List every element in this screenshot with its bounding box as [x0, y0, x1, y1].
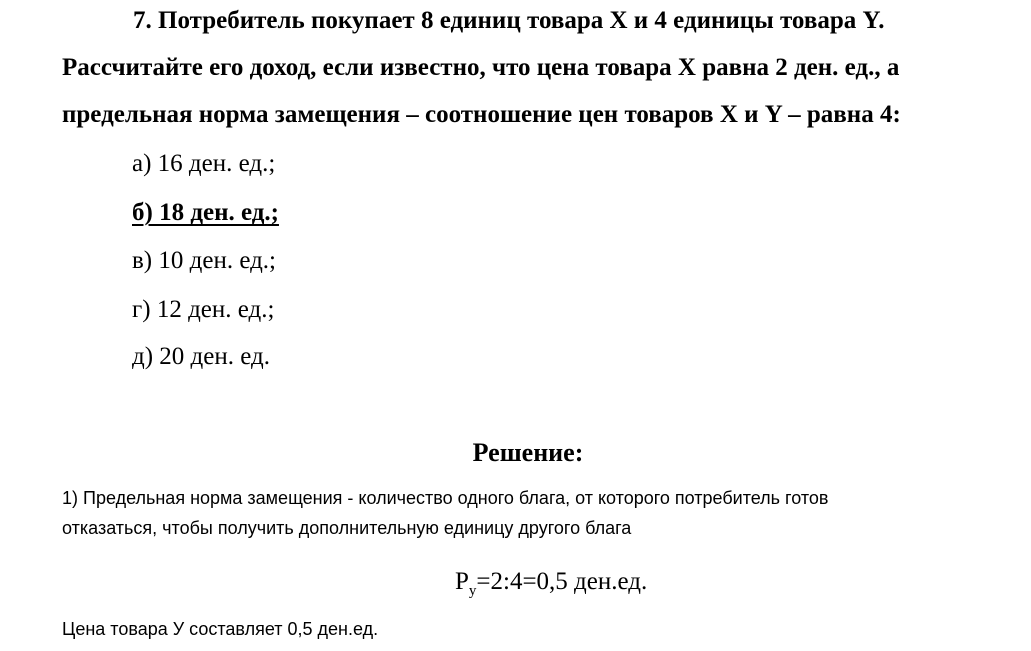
solution-paragraph-2: Цена товара У составляет 0,5 ден.ед.	[62, 619, 379, 639]
answer-option-b-correct: б) 18 ден. ед.;	[132, 199, 279, 226]
answer-option-e: д) 20 ден. ед.	[132, 343, 270, 370]
answer-option-a: а) 16 ден. ед.;	[132, 150, 276, 177]
answer-option-c: в) 10 ден. ед.;	[132, 247, 277, 274]
solution-paragraph-1-line-2: отказаться, чтобы получить дополнительную единицу другого блага	[62, 518, 632, 538]
solution-paragraph-1-line-1: 1) Предельная норма замещения - количество одного блага, от которого потребитель готов	[62, 488, 829, 508]
question-line-1: 7. Потребитель покупает 8 единиц товара X и 4 единицы товара Y.	[133, 7, 885, 34]
solution-heading: Решение:	[472, 438, 584, 467]
question-line-2: Рассчитайте его доход, если известно, что цена товара X равна 2 ден. ед., а	[62, 54, 900, 81]
question-line-3: предельная норма замещения – соотношение цен товаров X и Y – равна 4:	[62, 101, 901, 128]
formula-rest: =2:4=0,5 ден.ед.	[476, 568, 648, 595]
answer-option-d: г) 12 ден. ед.;	[132, 296, 275, 323]
price-formula	[455, 567, 647, 600]
formula-subscript: y	[468, 583, 477, 599]
formula-base: P	[455, 568, 469, 595]
